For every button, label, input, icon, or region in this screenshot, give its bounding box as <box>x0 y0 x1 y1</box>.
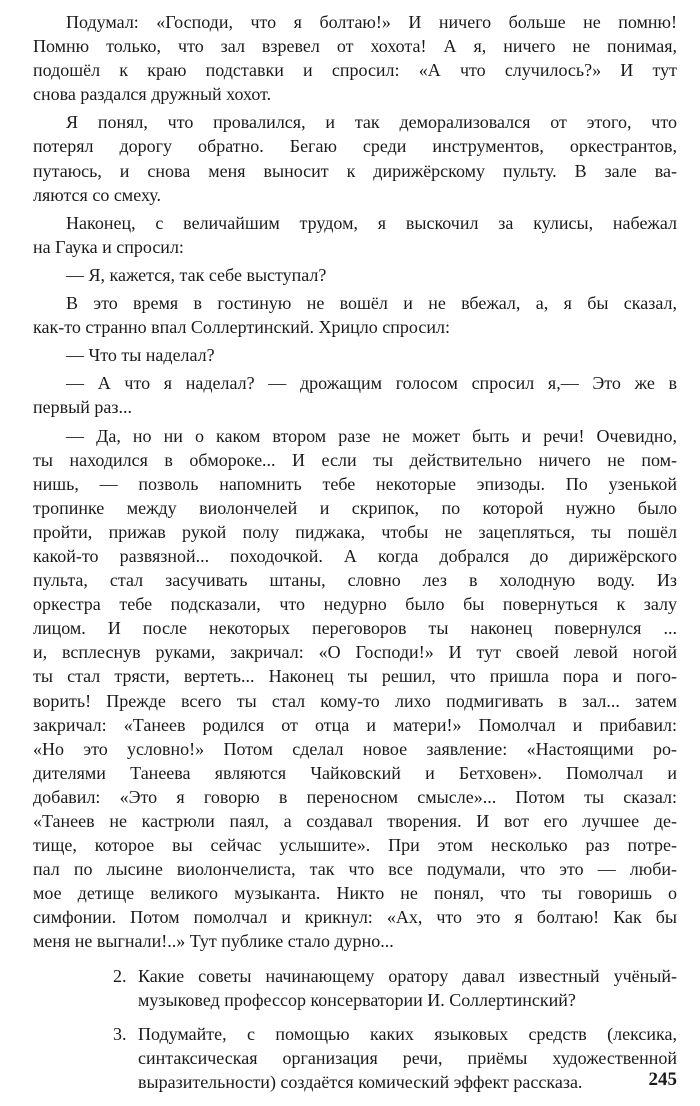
question-list <box>113 964 677 1094</box>
question-line: Какие советы начинающему оратору давал известный учёный- <box>138 965 677 986</box>
text-line: «Но это условно!» Потом сделал новое заявление: «Настоящими ро- <box>33 738 677 759</box>
paragraph <box>33 263 677 287</box>
paragraph <box>33 424 677 954</box>
text-line: Подумал: «Господи, что я болтаю!» И ничего больше не помню! <box>66 12 677 32</box>
question-number: 3. <box>113 1023 127 1044</box>
text-line: дителями Танеева являются Чайковский и Бетховен». Помолчал и <box>33 762 677 783</box>
text-line: ворить! Прежде всего ты стал кому-то лихо подмигивать в зал... затем <box>33 690 677 711</box>
text-line: — Я, кажется, так себе выступал? <box>66 264 327 285</box>
question-item <box>113 1022 677 1094</box>
question-line: Подумайте, с помощью каких языковых средств (лексика, <box>138 1023 677 1044</box>
text-line: нишь, — позволь напомнить тебе некоторые эпизоды. По узенькой <box>33 473 677 494</box>
story-text <box>33 10 677 954</box>
question-number: 2. <box>113 965 127 986</box>
question-line: синтаксическая организация речи, приёмы художественной <box>138 1047 677 1068</box>
text-line: меня не выгнали!..» Тут публике стало дурно... <box>33 931 394 952</box>
page-number: 245 <box>648 1069 677 1090</box>
text-line: Наконец, с величайшим трудом, я выскочил за кулисы, набежал <box>66 212 677 233</box>
paragraph <box>33 371 677 419</box>
text-line: оркестра тебе подсказали, что недурно было бы повернуться к залу <box>33 594 677 615</box>
text-line: снова раздался дружный хохот. <box>33 84 272 105</box>
paragraph <box>33 211 677 259</box>
question-line: музыковед профессор консерватории И. Соллертинский? <box>138 989 576 1010</box>
question-item <box>113 964 677 1012</box>
text-line: Я понял, что провалился, и так деморализовался от этого, что <box>66 112 677 133</box>
text-line: пал по лысине виолончелиста, так что все подумали, что это — люби- <box>33 859 677 880</box>
text-line: добавил: «Это я говорю в переносном смысле»... Потом ты сказал: <box>33 786 677 807</box>
text-line: мое детище великого музыканта. Никто не понял, что ты говоришь о <box>33 883 677 904</box>
text-line: ты находился в обмороке... И если ты действительно ничего не пом- <box>33 449 677 470</box>
text-line: В это время в гостиную не вошёл и не вбежал, а, я бы сказал, <box>66 293 677 314</box>
text-line: как-то странно впал Соллертинский. Хрицло спросил: <box>33 317 450 338</box>
text-line: лицом. И после некоторых переговоров ты наконец повернулся ... <box>33 618 677 639</box>
paragraph <box>33 10 677 106</box>
text-line: — А что я наделал? — дрожащим голосом спросил я,— Это же в <box>66 373 677 394</box>
text-line: тище, которое вы сейчас услышите». При этом несколько раз потре- <box>33 835 677 856</box>
paragraph <box>33 343 677 367</box>
text-line: и, всплеснув руками, закричал: «О Господи!» И тут своей левой ногой <box>33 642 677 663</box>
text-line: Помню только, что зал взревел от хохота! А я, ничего не понимая, <box>33 36 677 57</box>
text-line: закричал: «Танеев родился от отца и матери!» Помолчал и прибавил: <box>33 714 677 735</box>
text-line: — Да, но ни о каком втором разе не может быть и речи! Очевидно, <box>66 425 677 446</box>
text-line: тропинке между виолончелей и скрипок, по которой нужно было <box>33 497 677 518</box>
page-body <box>33 10 677 1104</box>
text-line: первый раз... <box>33 397 132 418</box>
question-line: выразительности) создаётся комический эффект рассказа. <box>138 1071 583 1092</box>
text-line: подошёл к краю подставки и спросил: «А что случилось?» И тут <box>33 60 677 81</box>
text-line: потерял дорогу обратно. Бегаю среди инструментов, оркестрантов, <box>33 136 677 157</box>
text-line: какой-то развязной... походочкой. А когда добрался до дирижёрского <box>33 545 677 566</box>
text-line: пройти, прижав рукой полу пиджака, чтобы не зацепляться, ты пошёл <box>33 521 677 542</box>
text-line: ты стал трясти, вертеть... Наконец ты решил, что пришла пора и пого- <box>33 666 677 687</box>
text-line: — Что ты наделал? <box>66 345 215 366</box>
text-line: симфонии. Потом помолчал и крикнул: «Ах, что это я болтаю! Как бы <box>33 907 677 928</box>
text-line: ляются со смеху. <box>33 184 161 205</box>
text-line: «Танеев не кастрюли паял, а создавал творения. И вот его лучшее де- <box>33 811 677 831</box>
text-line: пульта, стал засучивать штаны, словно лез в холодную воду. Из <box>33 570 677 591</box>
paragraph <box>33 110 677 206</box>
text-line: на Гаука и спросил: <box>33 236 184 257</box>
paragraph <box>33 291 677 339</box>
text-line: путаюсь, и снова меня выносит к дирижёрскому пульту. В зале ва- <box>33 160 677 181</box>
